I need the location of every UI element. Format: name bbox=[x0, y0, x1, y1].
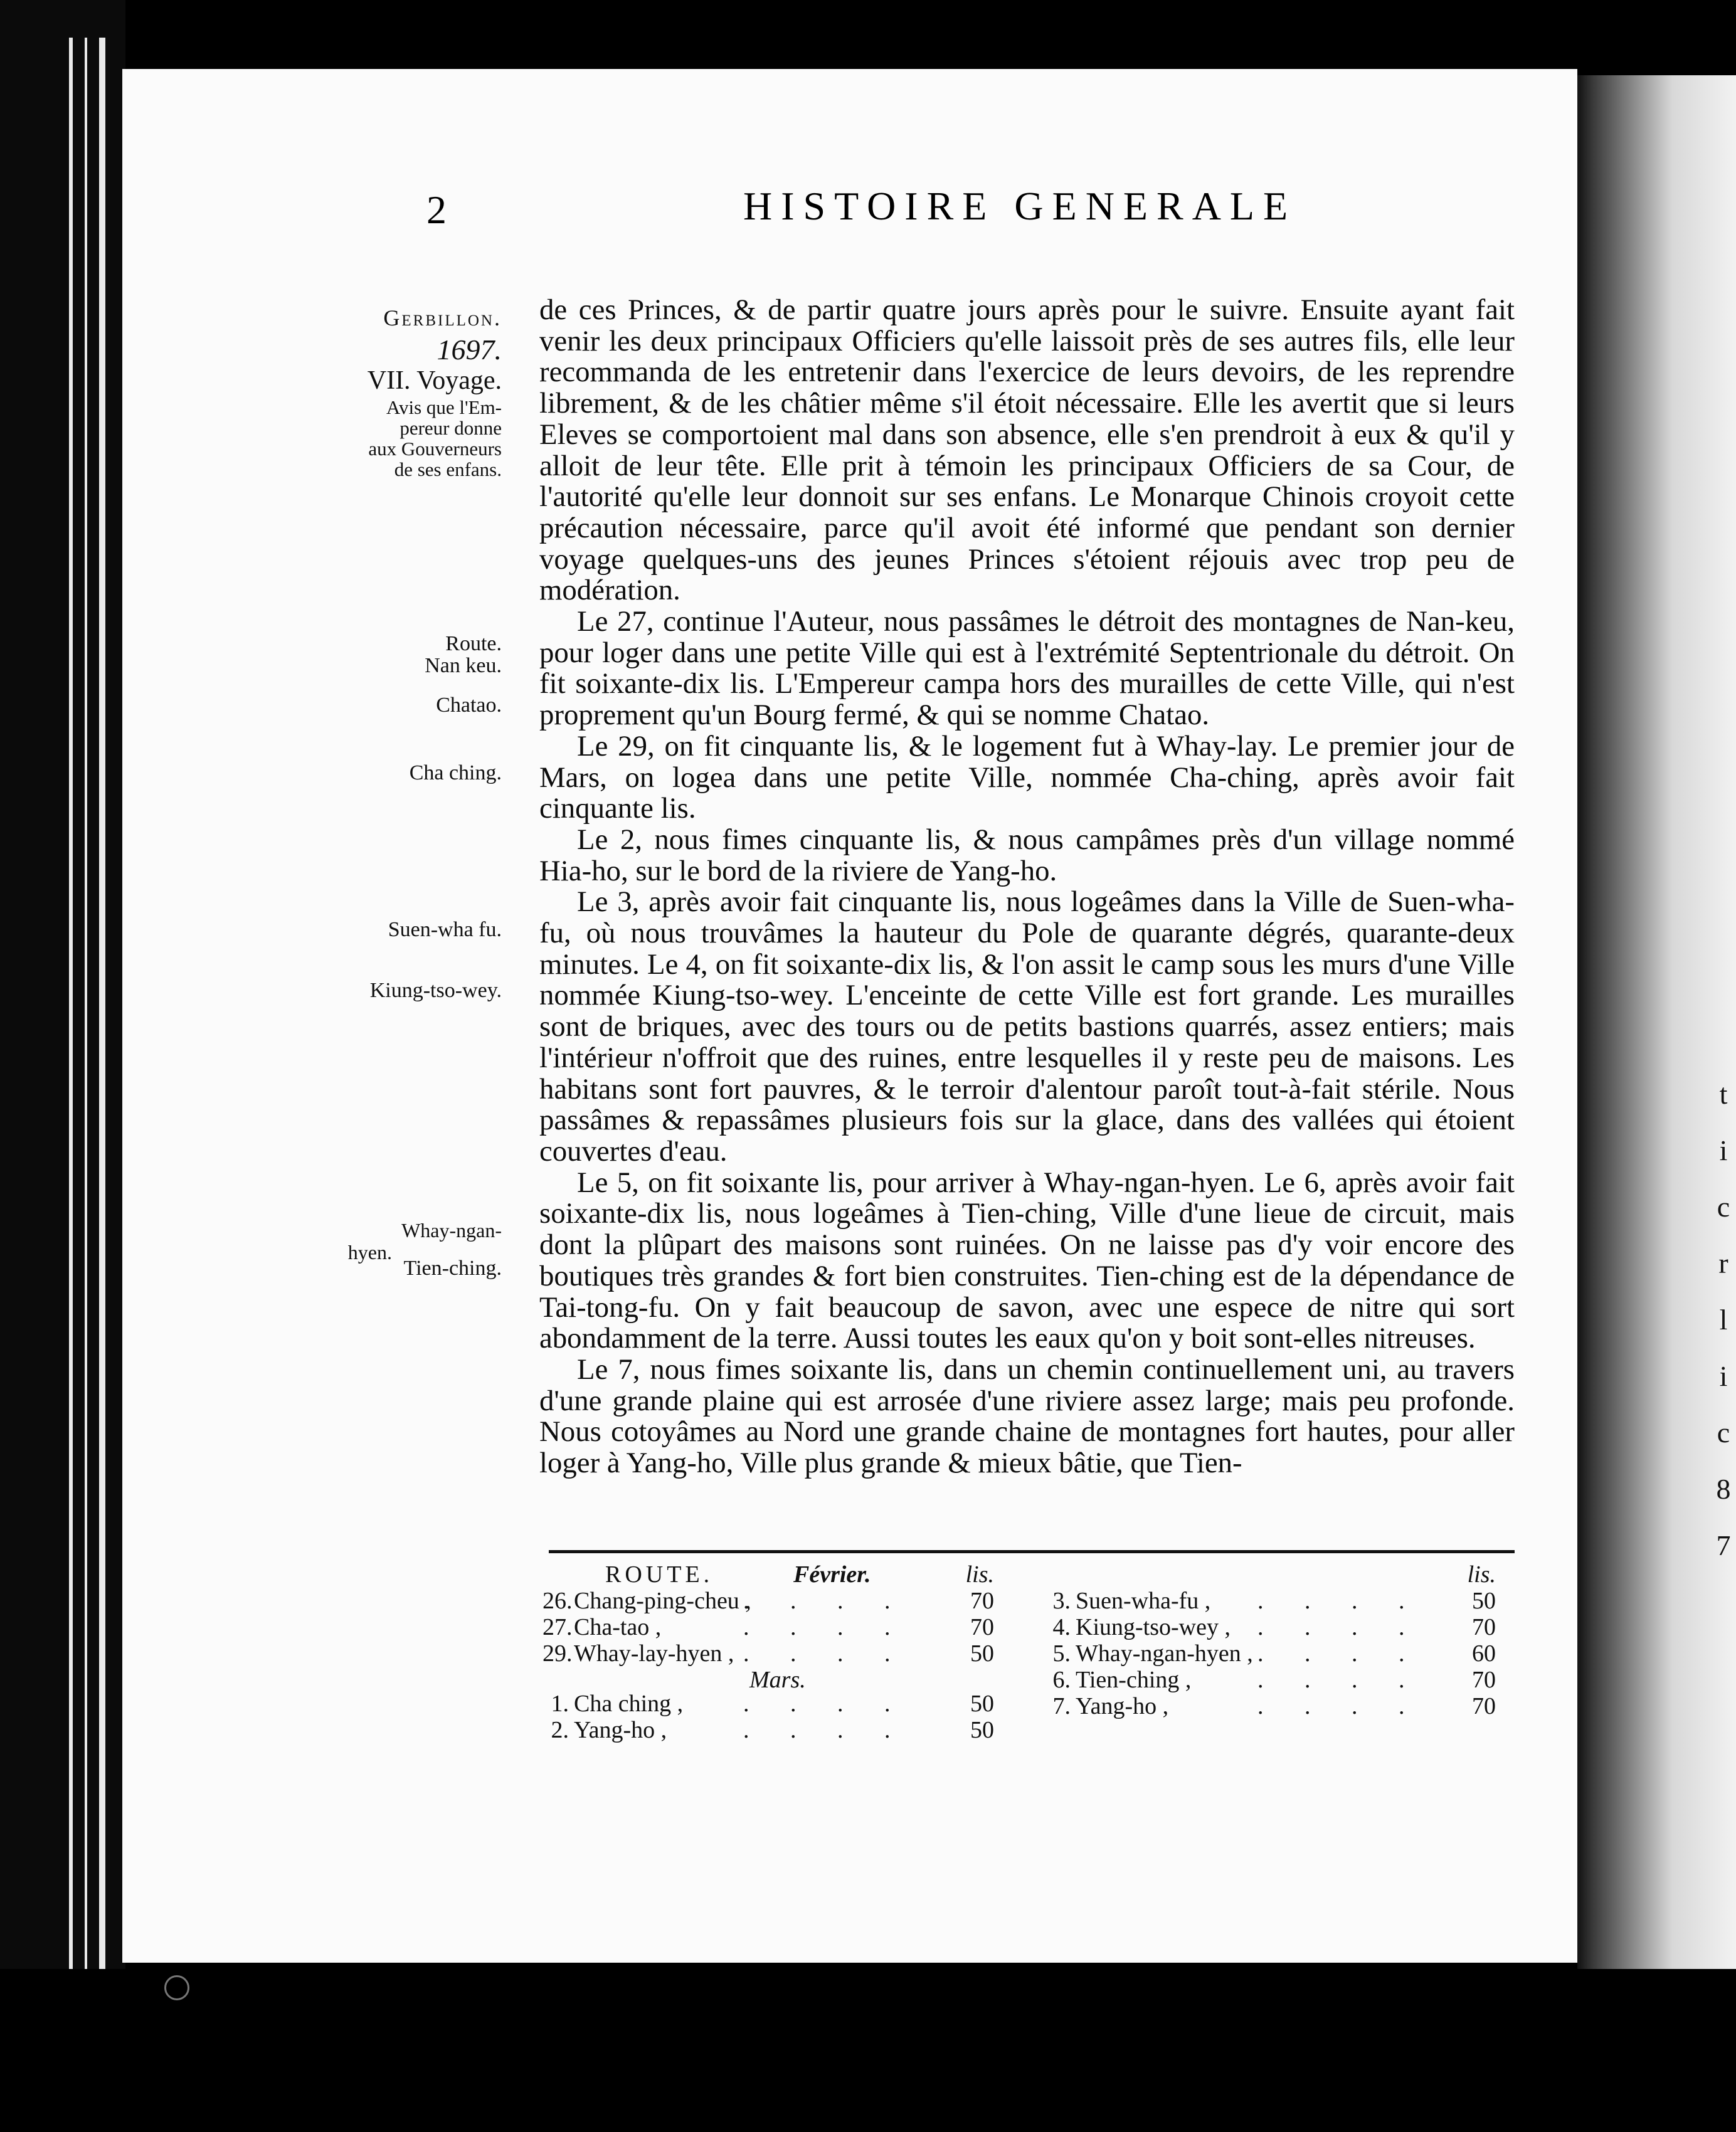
margin-note: Whay-ngan- bbox=[401, 1219, 502, 1242]
row-day: 5. bbox=[1052, 1640, 1071, 1667]
facing-page-characters bbox=[1711, 1066, 1736, 1574]
margin-note: Suen-wha fu. bbox=[388, 918, 502, 941]
table-row bbox=[542, 1614, 1019, 1640]
table-row bbox=[1044, 1640, 1521, 1667]
scan-bottom-margin bbox=[0, 1969, 1736, 2132]
margin-year: 1697. bbox=[437, 334, 502, 366]
edge-char: 7 bbox=[1716, 1529, 1731, 1561]
row-day: 1. bbox=[551, 1691, 569, 1717]
table-row bbox=[1044, 1588, 1521, 1614]
route-column-left bbox=[542, 1561, 1019, 1743]
row-place: Whay-lay-hyen , bbox=[574, 1640, 734, 1667]
route-column-right bbox=[1044, 1561, 1521, 1719]
margin-note: Nan keu. bbox=[425, 654, 502, 677]
paragraph: de ces Princes, & de partir quatre jours après pour le suivre. Ensuite ayant fait venir les deux principaux Officiers qu'elle laissoit près de ses autres fils, elle leur recommanda de les entretenir dans l'exercice de leurs devoirs, de les reprendre librement, & de les châtier même s'il étoit nécessaire. Elle les avertit que si leurs Eleves se comportoient mal dans son absence, elle s'en prendroit à eux & qu'il y alloit de leur tête. Elle prit à témoin les principaux Officiers de sa Cour, de l'autorité qu'elle leur donnoit sur ses enfans. Le Monarque Chinois croyoit cette précaution nécessaire, parce qu'il avoit été informé que pendant son dernier voyage quelques-uns des jeunes Princes s'étoient réjouis avec trop peu de modération. bbox=[539, 293, 1515, 607]
row-lis: 70 bbox=[1472, 1693, 1496, 1719]
header-month: Février. bbox=[793, 1561, 871, 1588]
month-mars: Mars. bbox=[749, 1667, 806, 1693]
row-place: Yang-ho , bbox=[1076, 1693, 1169, 1719]
edge-char: c bbox=[1717, 1417, 1730, 1449]
table-rule bbox=[549, 1550, 1515, 1553]
running-head: HISTOIRE GENERALE bbox=[743, 184, 1297, 228]
paragraph: Le 5, on fit soixante lis, pour arriver à Whay-ngan-hyen. Le 6, après avoir fait soixante-dix lis, nous logeâmes à Tien-ching, Ville d'une lieue de circuit, mais dont la plûpart des maisons sont ruinées. On ne laisse pas d'y voir encore des boutiques très grandes & fort bien construites. Tien-ching est de la dépendance de Tai-tong-fu. On y fait beaucoup de savon, avec une espece de nitre qui sort abondamment de la terre. Aussi toutes les eaux qu'on y boit sont-elles nitreuses. bbox=[539, 1166, 1515, 1355]
row-day: 3. bbox=[1052, 1588, 1071, 1614]
edge-char: 8 bbox=[1716, 1473, 1731, 1505]
table-header bbox=[1044, 1561, 1521, 1588]
leader-dots: . . . . bbox=[743, 1717, 908, 1743]
margin-note: Route. bbox=[445, 632, 502, 655]
paragraph: Le 29, on fit cinquante lis, & le logement fut à Whay-lay. Le premier jour de Mars, on logea dans une petite Ville, nommée Cha-ching, après avoir fait cinquante lis. bbox=[539, 729, 1515, 825]
header-unit: lis. bbox=[1467, 1561, 1496, 1588]
row-lis: 50 bbox=[970, 1717, 994, 1743]
margin-note: Tien-ching. bbox=[403, 1257, 502, 1280]
edge-char: i bbox=[1719, 1360, 1728, 1392]
margin-note: Chatao. bbox=[436, 694, 502, 717]
leader-dots: . . . . bbox=[1257, 1588, 1422, 1614]
table-row bbox=[542, 1588, 1019, 1614]
row-place: Yang-ho , bbox=[574, 1717, 667, 1743]
row-day: 26. bbox=[542, 1588, 573, 1614]
binding-line bbox=[85, 38, 87, 2007]
leader-dots: . . . . bbox=[1257, 1614, 1422, 1640]
row-lis: 50 bbox=[1472, 1588, 1496, 1614]
margin-note: de ses enfans. bbox=[394, 458, 502, 480]
row-place: Tien-ching , bbox=[1076, 1667, 1192, 1693]
leader-dots: . . . . bbox=[743, 1614, 908, 1640]
binding-line bbox=[99, 38, 105, 2007]
page-header bbox=[122, 184, 1577, 237]
row-lis: 70 bbox=[970, 1614, 994, 1640]
margin-note: aux Gouverneurs bbox=[368, 438, 502, 460]
paragraph: Le 2, nous fimes cinquante lis, & nous campâmes près d'un village nommé Hia-ho, sur le bord de la riviere de Yang-ho. bbox=[539, 823, 1515, 887]
row-day: 29. bbox=[542, 1640, 573, 1667]
binding-line bbox=[69, 38, 73, 2007]
row-lis: 50 bbox=[970, 1640, 994, 1667]
leader-dots: . . . . bbox=[743, 1691, 908, 1717]
row-day: 6. bbox=[1052, 1667, 1071, 1693]
row-lis: 60 bbox=[1472, 1640, 1496, 1667]
row-place: Kiung-tso-wey , bbox=[1076, 1614, 1231, 1640]
facing-page-edge bbox=[1577, 75, 1736, 1969]
month-label bbox=[542, 1667, 1019, 1691]
table-row bbox=[1044, 1693, 1521, 1719]
row-day: 27. bbox=[542, 1614, 573, 1640]
row-day: 7. bbox=[1052, 1693, 1071, 1719]
row-day: 2. bbox=[551, 1717, 569, 1743]
margin-author: Gerbillon. bbox=[383, 305, 502, 330]
row-place: Chang-ping-cheu , bbox=[574, 1588, 751, 1614]
edge-char: i bbox=[1719, 1134, 1728, 1166]
edge-char: t bbox=[1719, 1078, 1728, 1110]
row-lis: 50 bbox=[970, 1691, 994, 1717]
margin-note: pereur donne bbox=[400, 417, 502, 439]
row-place: Cha-tao , bbox=[574, 1614, 662, 1640]
margin-voyage: VII. Voyage. bbox=[367, 366, 502, 395]
page bbox=[122, 69, 1577, 1963]
paragraph: Le 27, continue l'Auteur, nous passâmes le détroit des montagnes de Nan-keu, pour loger dans une petite Ville qui est à l'extrémité Septentrionale du détroit. On fit soixante-dix lis. L'Empereur campa hors des murailles de cette Ville, qui n'est proprement qu'un Bourg fermé, & qui se nomme Chatao. bbox=[539, 605, 1515, 732]
row-day: 4. bbox=[1052, 1614, 1071, 1640]
table-row bbox=[542, 1640, 1019, 1667]
row-place: Suen-wha-fu , bbox=[1076, 1588, 1211, 1614]
header-route: ROUTE. bbox=[605, 1561, 714, 1588]
page-number: 2 bbox=[426, 187, 447, 232]
leader-dots: . . . . bbox=[1257, 1667, 1422, 1693]
margin-note: Cha ching. bbox=[409, 761, 502, 784]
row-lis: 70 bbox=[970, 1588, 994, 1614]
paragraph: Le 7, nous fimes soixante lis, dans un chemin continuellement uni, au travers d'une grande plaine qui est arrosée d'une riviere assez large; mais peu profonde. Nous cotoyâmes au Nord une grande chaine de montagnes fort hautes, pour aller loger à Yang-ho, Ville plus grande & mieux bâtie, que Tien- bbox=[539, 1353, 1515, 1480]
row-place: Whay-ngan-hyen , bbox=[1076, 1640, 1253, 1667]
row-lis: 70 bbox=[1472, 1614, 1496, 1640]
leader-dots: . . . . bbox=[743, 1588, 908, 1614]
paragraph: Le 3, après avoir fait cinquante lis, nous logeâmes dans la Ville de Suen-wha-fu, où nous trouvâmes la hauteur du Pole de quarante dégrés, quarante-deux minutes. Le 4, on fit soixante-dix lis, & l'on assit le camp sous les murs d'une Ville nommée Kiung-tso-wey. L'enceinte de cette Ville est fort grande. Les murailles sont de briques, avec des tours ou de petits bastions quarrés, assez entiers; mais l'intérieur n'offroit que des ruines, entre lesquelles il y reste peu de maisons. Les habitans sont fort pauvres, & le terroir d'alentour paroît tout-à-fait stérile. Nous passâmes & repassâmes plusieurs fois sur la glace, dans des vallées qui étoient couvertes d'eau. bbox=[539, 885, 1515, 1168]
table-row bbox=[1044, 1614, 1521, 1640]
table-row bbox=[542, 1691, 1019, 1717]
edge-char: l bbox=[1719, 1304, 1728, 1336]
table-row bbox=[1044, 1667, 1521, 1693]
row-lis: 70 bbox=[1472, 1667, 1496, 1693]
leader-dots: . . . . bbox=[743, 1640, 908, 1667]
leader-dots: . . . . bbox=[1257, 1693, 1422, 1719]
leader-dots: . . . . bbox=[1257, 1640, 1422, 1667]
scan-mark bbox=[164, 1975, 189, 2000]
table-row bbox=[542, 1717, 1019, 1743]
header-unit: lis. bbox=[965, 1561, 994, 1588]
margin-note: hyen. bbox=[347, 1241, 392, 1264]
margin-note: Kiung-tso-wey. bbox=[369, 979, 502, 1002]
edge-char: c bbox=[1717, 1191, 1730, 1223]
margin-note: Avis que l'Em- bbox=[386, 396, 502, 418]
row-place: Cha ching , bbox=[574, 1691, 684, 1717]
table-header bbox=[542, 1561, 1019, 1588]
main-text bbox=[539, 295, 1515, 1479]
book-binding bbox=[0, 0, 125, 2132]
edge-char: r bbox=[1718, 1247, 1728, 1279]
